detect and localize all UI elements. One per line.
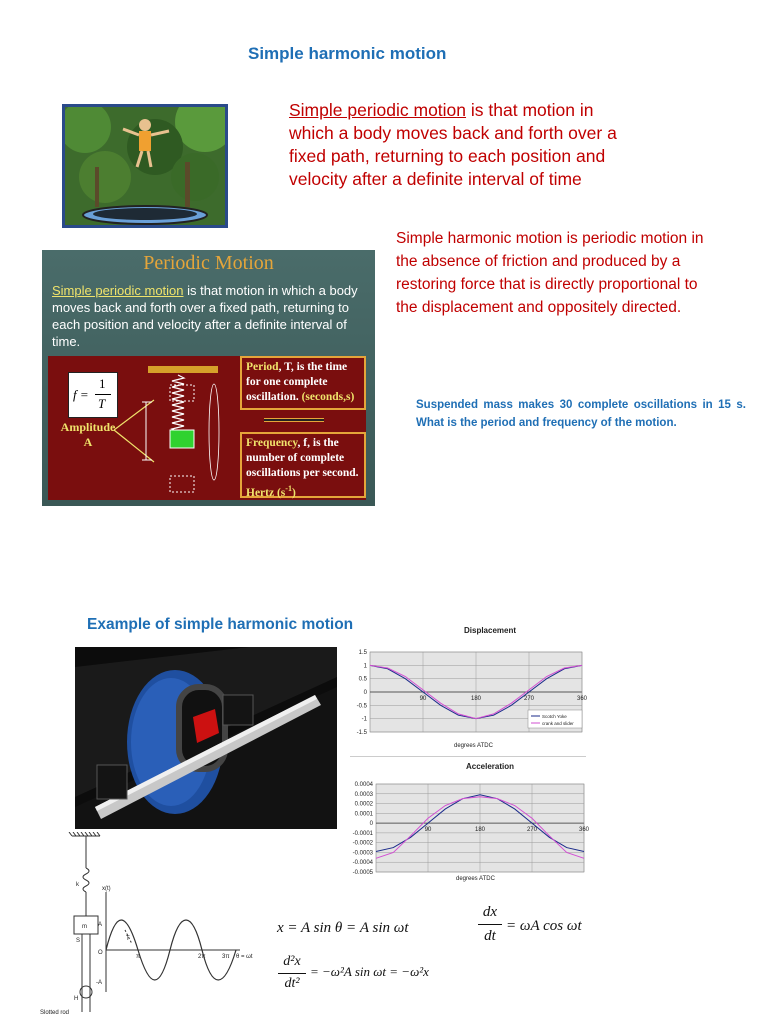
spring-wave-diagram bbox=[30, 832, 270, 1024]
amplitude-text: Amplitude bbox=[60, 420, 116, 434]
y-tick-label: 0 bbox=[363, 690, 367, 696]
acceleration-xlabel: degrees ATDC bbox=[456, 876, 495, 882]
simple-periodic-definition bbox=[289, 99, 669, 191]
shm-line4: the displacement and oppositely directed. bbox=[396, 299, 682, 316]
label-h: H bbox=[74, 996, 79, 1002]
label-xt: x(t) bbox=[102, 886, 111, 892]
y-tick-label: 0.0004 bbox=[354, 782, 373, 788]
label-3pi: 3π bbox=[222, 954, 230, 960]
equation-d2-bar bbox=[278, 973, 306, 974]
scotch-yoke-image bbox=[75, 647, 337, 829]
example-title: Example of simple harmonic motion bbox=[87, 616, 354, 633]
label-m: m bbox=[82, 924, 87, 930]
equation-dx-rhs: = ωA cos ωt bbox=[506, 918, 582, 934]
equation-dx-num: dx bbox=[482, 904, 498, 920]
x-tick-label: 180 bbox=[470, 696, 482, 702]
equation-d2-den: dt² bbox=[284, 976, 300, 991]
slide-def-term: Simple periodic motion bbox=[52, 283, 184, 298]
displacement-chart-title: Displacement bbox=[464, 626, 517, 635]
period-text: , T, is the time for one complete oscillation. bbox=[246, 361, 348, 403]
acceleration-chart bbox=[340, 776, 594, 876]
period-definition-box bbox=[240, 356, 366, 410]
y-tick-label: -0.0004 bbox=[352, 860, 373, 867]
spm-line1: is that motion in bbox=[466, 100, 594, 120]
frequency-units: Hertz (s bbox=[246, 486, 286, 499]
frequency-units-exponent: -1 bbox=[285, 484, 292, 493]
trampoline-photo bbox=[62, 104, 228, 228]
y-tick-label: -0.0005 bbox=[352, 870, 373, 876]
y-tick-label: 0.0002 bbox=[354, 801, 373, 808]
spm-line4: velocity after a definite interval of time bbox=[289, 169, 582, 189]
frequency-units-close: ) bbox=[291, 486, 296, 499]
x-tick-label: 270 bbox=[526, 827, 538, 834]
amplitude-symbol: A bbox=[83, 435, 93, 449]
y-tick-label: -0.5 bbox=[356, 703, 367, 710]
displacement-xlabel: degrees ATDC bbox=[454, 743, 493, 749]
y-tick-label: -0.0002 bbox=[352, 840, 373, 847]
acceleration-chart-title: Acceleration bbox=[466, 762, 515, 771]
label-pi: π bbox=[136, 954, 141, 960]
label-k: k bbox=[76, 882, 79, 888]
label-a-neg: -A bbox=[96, 980, 102, 986]
x-tick-label: 90 bbox=[419, 696, 427, 702]
x-tick-label: 180 bbox=[474, 827, 486, 834]
equation-d2-rhs: = −ω²A sin ωt = −ω²x bbox=[310, 964, 429, 979]
shm-line3: restoring force that is directly proportional to bbox=[396, 276, 698, 293]
spm-line2: which a body moves back and forth over a bbox=[289, 123, 617, 143]
trampoline-image bbox=[65, 107, 225, 225]
problem-statement: Suspended mass makes 30 complete oscillations in 15 s. What is the period and frequency of the motion. bbox=[416, 399, 746, 429]
scotch-yoke-render bbox=[75, 647, 337, 829]
frequency-definition-box bbox=[240, 432, 366, 498]
equation-dx-bar bbox=[478, 924, 502, 925]
period-term: Period bbox=[246, 361, 279, 373]
y-tick-label: -0.0003 bbox=[352, 850, 373, 857]
y-tick-label: -1 bbox=[361, 716, 367, 723]
shm-line1: Simple harmonic motion is periodic motion in bbox=[396, 230, 704, 247]
label-2pi: 2π bbox=[198, 954, 206, 960]
displacement-chart bbox=[344, 640, 594, 742]
equation-d2-num: d²x bbox=[283, 954, 301, 969]
simple-periodic-term: Simple periodic motion bbox=[289, 100, 467, 120]
chart-divider bbox=[350, 756, 586, 757]
slide-def-rest: is that motion in which a body moves back and forth over a fixed path, returning to each position and velocity after a definite interval of time. bbox=[52, 283, 358, 349]
y-tick-label: -1.5 bbox=[356, 730, 367, 736]
formula-f: f = bbox=[73, 387, 89, 402]
label-t: T bbox=[126, 936, 130, 942]
formula-denominator: T bbox=[98, 396, 106, 411]
legend-label: Scotch Yoke bbox=[542, 714, 567, 719]
y-tick-label: 1.5 bbox=[358, 650, 367, 656]
label-theta: θ = ωt bbox=[236, 954, 253, 960]
equation-dx-den: dt bbox=[484, 928, 496, 944]
slide-title: Periodic Motion bbox=[143, 252, 274, 274]
x-tick-label: 90 bbox=[424, 827, 432, 834]
y-tick-label: -0.0001 bbox=[352, 830, 373, 837]
y-tick-label: 0.0003 bbox=[354, 791, 373, 798]
equation-x: x = A sin θ = A sin ωt bbox=[277, 920, 409, 936]
x-tick-label: 270 bbox=[523, 696, 535, 702]
label-o: O bbox=[98, 950, 103, 956]
formula-numerator: 1 bbox=[99, 376, 106, 391]
period-units: (seconds,s) bbox=[301, 391, 355, 403]
frequency-text: , f, is the number of complete oscillations per second. bbox=[246, 437, 359, 479]
y-tick-label: 0.5 bbox=[358, 676, 367, 683]
x-tick-label: 360 bbox=[576, 696, 588, 702]
legend-label: crank and slider bbox=[542, 721, 574, 726]
x-tick-label: 360 bbox=[578, 827, 590, 834]
frequency-term: Frequency bbox=[246, 437, 298, 449]
label-slotted-rod: Slotted rod bbox=[40, 1010, 70, 1016]
y-tick-label: 0.0001 bbox=[354, 811, 373, 818]
y-tick-label: 0 bbox=[369, 821, 373, 828]
label-a-pos: A bbox=[98, 922, 103, 928]
shm-line2: the absence of friction and produced by a bbox=[396, 253, 681, 270]
spm-line3: fixed path, returning to each position and bbox=[289, 146, 606, 166]
page-title: Simple harmonic motion bbox=[248, 44, 447, 63]
y-tick-label: 1 bbox=[363, 663, 367, 670]
label-s: S bbox=[76, 938, 81, 944]
shm-definition bbox=[396, 227, 761, 319]
